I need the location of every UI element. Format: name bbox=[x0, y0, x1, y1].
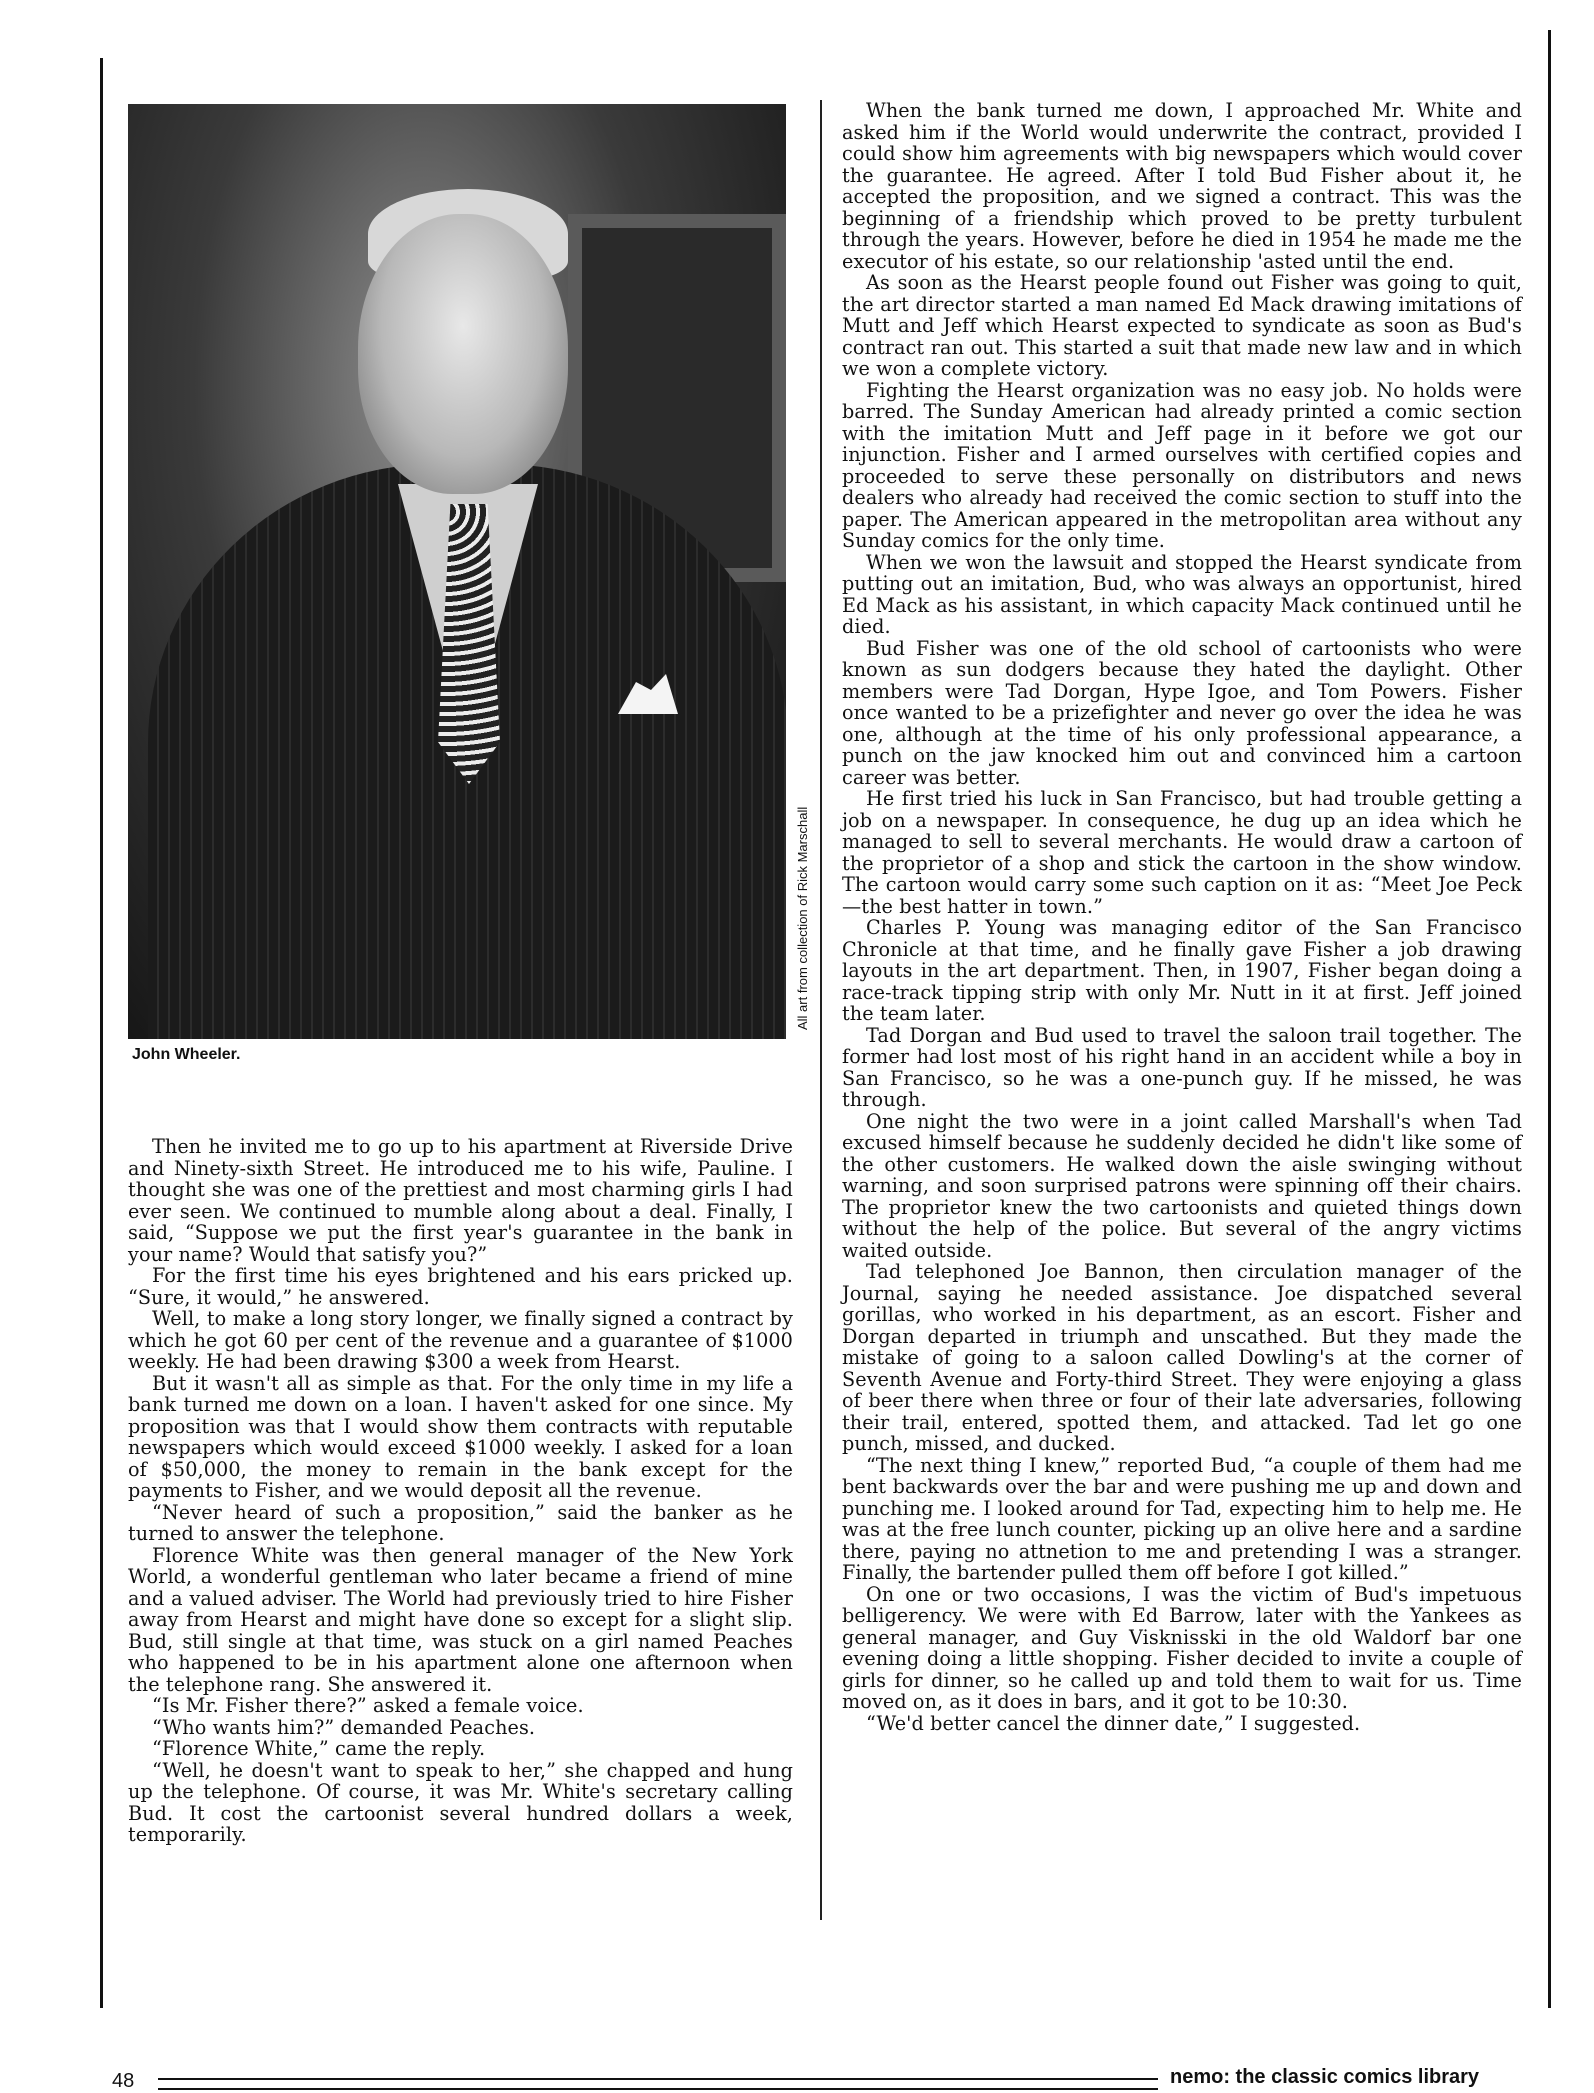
photo-caption: John Wheeler. bbox=[132, 1046, 241, 1063]
paragraph: Tad telephoned Joe Bannon, then circulation manager of the Journal, saying he needed assistance. Joe dispatched several gorillas, who worked in his department, as an escort. Fisher and Dorgan departed in triumph and unscathed. But they made the mistake of going to a saloon called Dowling's at the corner of Seventh Avenue and Forty-third Street. They were enjoying a glass of beer there when three or four of their late adversaries, following their trail, entered, spotted them, and attacked. Tad let go one punch, missed, and ducked. bbox=[842, 1260, 1522, 1455]
paragraph: Then he invited me to go up to his apartment at Riverside Drive and Ninety-sixth Street. He introduced me to his wife, Pauline. I thought she was one of the prettiest and most charming girls I had ever seen. We continued to mumble along about a deal. Finally, I said, “Suppose we put the first year's guarantee in the bank in your name? Would that satisfy you?” bbox=[128, 1135, 793, 1266]
paragraph: Fighting the Hearst organization was no easy job. No holds were barred. The Sunday American had already printed a comic section with the imitation Mutt and Jeff page in it before we got our injunction. Fisher and I armed ourselves with certified copies and proceeded to serve these personally on distributors and news dealers who already had received the comic section to stuff into the paper. The American appeared in the metropolitan area without any Sunday comics for the only time. bbox=[842, 378, 1522, 552]
portrait-photo bbox=[128, 104, 786, 1039]
paragraph: “Well, he doesn't want to speak to her,” she chapped and hung up the telephone. Of course, it was Mr. White's secretary calling Bud. It cost the cartoonist several hundred dollars a week, temporarily. bbox=[128, 1758, 793, 1846]
left-text-column bbox=[128, 1136, 793, 1846]
paragraph: “The next thing I knew,” reported Bud, “a couple of them had me bent backwards over the bar and were pushing me up and down and punching me. I looked around for Tad, expecting him to help me. He was at the free lunch counter, picking up an olive here and a sardine there, paying no attnetion to me and pretending I was a stranger. Finally, the bartender pulled them off before I got killed.” bbox=[842, 1453, 1522, 1584]
paragraph: Charles P. Young was managing editor of the San Francisco Chronicle at that time, and he finally gave Fisher a job drawing layouts in the art department. Then, in 1907, Fisher began doing a race-track tipping strip with only Mr. Nutt in it at first. Jeff joined the team later. bbox=[842, 916, 1522, 1025]
page-number: 48 bbox=[112, 2070, 135, 2092]
left-border-rule bbox=[100, 58, 103, 2008]
paragraph: As soon as the Hearst people found out Fisher was going to quit, the art director started a man named Ed Mack drawing imitations of Mutt and Jeff which Hearst expected to syndicate as soon as Bud's contract ran out. This started a suit that made new law and in which we won a complete victory. bbox=[842, 271, 1522, 380]
paragraph: “Never heard of such a proposition,” said the banker as he turned to answer the telephone. bbox=[128, 1500, 793, 1545]
right-border-rule bbox=[1548, 30, 1551, 2008]
paragraph: “Florence White,” came the reply. bbox=[152, 1737, 486, 1760]
paragraph: Well, to make a long story longer, we finally signed a contract by which he got 60 per cent of the revenue and a guarantee of $1000 weekly. He had been drawing $300 a week from Hearst. bbox=[128, 1307, 793, 1373]
paragraph: One night the two were in a joint called Marshall's when Tad excused himself because he suddenly decided he didn't like some of the other customers. He walked down the aisle swinging without warning, and soon surprised patrons were spinning off their chairs. The proprietor knew the two cartoonists and quieted things down without the help of the police. But several of the angry victims waited outside. bbox=[842, 1109, 1522, 1262]
photo-credit: All art from collection of Rick Marschall bbox=[795, 806, 810, 1030]
paragraph: “Who wants him?” demanded Peaches. bbox=[152, 1715, 536, 1739]
paragraph: Tad Dorgan and Bud used to travel the saloon trail together. The former had lost most of his right hand in an accident while a boy in San Francisco, so he was a one-punch guy. If he missed, he was through. bbox=[842, 1023, 1522, 1111]
publication-name: nemo: the classic comics library bbox=[1170, 2066, 1480, 2088]
paragraph: “We'd better cancel the dinner date,” I suggested. bbox=[866, 1711, 1361, 1735]
photo-face bbox=[358, 214, 568, 494]
paragraph: He first tried his luck in San Francisco, but had trouble getting a job on a newspaper. In consequence, he dug up an idea which he managed to sell to several merchants. He would draw a cartoon of the proprietor of a shop and stick the cartoon in the show window. The cartoon would carry some such caption on it as: “Meet Joe Peck—the best hatter in town.” bbox=[842, 787, 1522, 918]
paragraph: When the bank turned me down, I approached Mr. White and asked him if the World would underwrite the contract, provided I could show him agreements with big newspapers which would cover the guarantee. He agreed. After I told Bud Fisher about it, he accepted the proposition, and we signed a contract. This was the beginning of a friendship which proved to be pretty turbulent through the years. However, before he died in 1954 he made me the executor of his estate, so our relationship 'asted until the end. bbox=[842, 99, 1522, 273]
paragraph: “Is Mr. Fisher there?” asked a female voice. bbox=[152, 1694, 584, 1717]
right-text-column bbox=[842, 100, 1522, 1734]
footer-double-rule bbox=[158, 2078, 1158, 2090]
paragraph: For the first time his eyes brightened and his ears pricked up. “Sure, it would,” he answered. bbox=[128, 1264, 793, 1309]
paragraph: When we won the lawsuit and stopped the Hearst syndicate from putting out an imitation, Bud, who was always an opportunist, hired Ed Mack as his assistant, in which capacity Mack continued until he died. bbox=[842, 550, 1522, 638]
paragraph: Bud Fisher was one of the old school of cartoonists who were known as sun dodgers because they hated the daylight. Other members were Tad Dorgan, Hype Igoe, and Tom Powers. Fisher once wanted to be a prizefighter and never go over the idea he was one, although at the time of his only professional appearance, a punch on the jaw knocked him out and convinced him a cartoon career was better. bbox=[842, 636, 1522, 789]
paragraph: Florence White was then general manager of the New York World, a wonderful gentleman who later became a friend of mine and a valued adviser. The World had previously tried to hire Fisher away from Hearst and might have done so except for a slight slip. Bud, still single at that time, was stuck on a girl named Peaches who happened to be in his apartment alone one afternoon when the telephone rang. She answered it. bbox=[128, 1543, 793, 1696]
column-divider-rule bbox=[820, 100, 822, 1920]
paragraph: On one or two occasions, I was the victim of Bud's impetuous belligerency. We were with Ed Barrow, later with the Yankees as general manager, and Guy Visknisski in the old Waldorf bar one evening doing a little shopping. Fisher decided to invite a couple of girls for dinner, so he called up and told them to wait for us. Time moved on, as it does in bars, and it got to be 10:30. bbox=[842, 1582, 1522, 1713]
paragraph: But it wasn't all as simple as that. For the only time in my life a bank turned me down on a loan. I haven't asked for one since. My proposition was that I would show them contracts with reputable newspapers which would exceed $1000 weekly. I asked for a loan of $50,000, the money to remain in the bank except for the payments to Fisher, and we would deposit all the revenue. bbox=[128, 1371, 793, 1502]
